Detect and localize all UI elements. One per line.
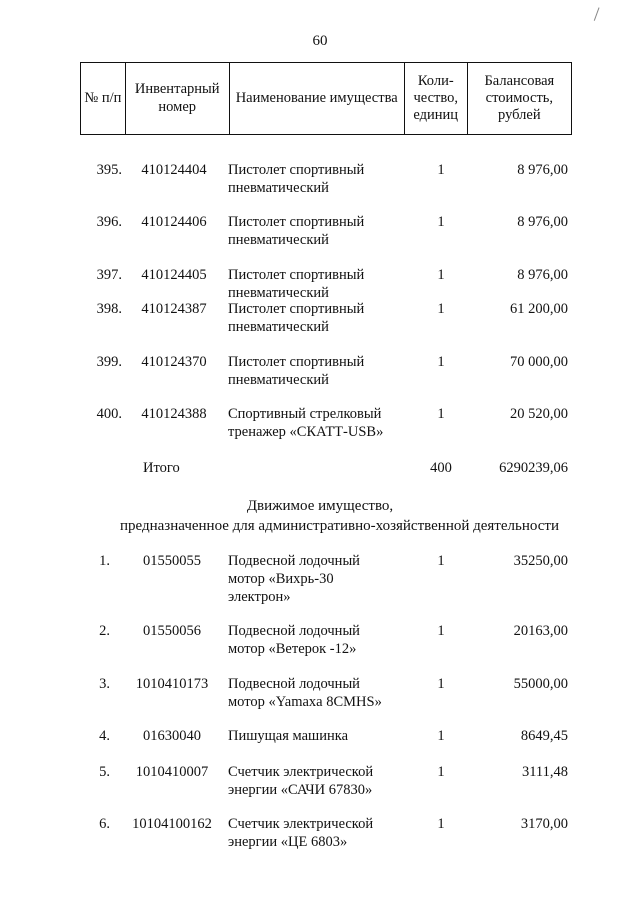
- header-inventory: Инвентарный номер: [125, 63, 229, 135]
- row-num: 400.: [96, 406, 122, 422]
- header-cost: Балансовая стоимость, рублей: [467, 63, 571, 135]
- row-name: Пистолет спортивный пневматический: [228, 214, 365, 248]
- row-inventory: 410124370: [141, 354, 207, 370]
- row-quantity: 1: [437, 728, 445, 744]
- row-quantity: 1: [437, 162, 445, 178]
- row-cost: 70 000,00: [510, 354, 568, 370]
- section-heading-line2: предназначенное для административно-хозяйственной деятельности: [120, 518, 559, 534]
- row-num: 1.: [99, 553, 110, 569]
- row-quantity: 1: [437, 354, 445, 370]
- row-name: Счетчик электрической энергии «САЧИ 67830»: [228, 764, 374, 798]
- row-cost: 8 976,00: [517, 267, 568, 283]
- scan-mark: [594, 7, 604, 22]
- row-inventory: 410124387: [141, 301, 207, 317]
- row-quantity: 1: [437, 764, 445, 780]
- row-name: Подвесной лодочный мотор «Yamaxa 8CMHS»: [228, 676, 382, 710]
- row-quantity: 1: [437, 553, 445, 569]
- row-name: Пистолет спортивный пневматический: [228, 354, 365, 388]
- row-cost: 20 520,00: [510, 406, 568, 422]
- row-num: 4.: [99, 728, 110, 744]
- row-name: Счетчик электрической энергии «ЦЕ 6803»: [228, 816, 374, 850]
- row-cost: 3170,00: [520, 816, 568, 832]
- section-heading-line1: Движимое имущество,: [246, 498, 394, 514]
- row-num: 2.: [99, 623, 110, 639]
- row-name: Пишущая машинка: [228, 728, 349, 744]
- row-quantity: 1: [437, 301, 445, 317]
- total-quantity: 400: [430, 460, 452, 476]
- row-num: 397.: [96, 267, 122, 283]
- row-name: Подвесной лодочный мотор «Вихрь-30 электрон»: [228, 553, 360, 605]
- row-cost: 20163,00: [513, 623, 568, 639]
- total-cost: 6290239,06: [499, 460, 568, 476]
- row-quantity: 1: [437, 816, 445, 832]
- row-cost: 8 976,00: [517, 214, 568, 230]
- row-name: Подвесной лодочный мотор «Ветерок -12»: [228, 623, 360, 657]
- row-inventory: 01550055: [143, 553, 201, 569]
- page-number: 60: [312, 33, 328, 49]
- row-num: 399.: [96, 354, 122, 370]
- row-inventory: 410124406: [141, 214, 207, 230]
- row-inventory: 1010410007: [135, 764, 209, 780]
- row-num: 396.: [96, 214, 122, 230]
- row-quantity: 1: [437, 214, 445, 230]
- row-cost: 35250,00: [513, 553, 568, 569]
- row-num: 5.: [99, 764, 110, 780]
- header-num: № п/п: [81, 63, 126, 135]
- total-label: Итого: [143, 460, 180, 476]
- header-quantity: Коли-чество, единиц: [404, 63, 467, 135]
- row-cost: 8 976,00: [517, 162, 568, 178]
- row-num: 3.: [99, 676, 110, 692]
- row-inventory: 410124404: [141, 162, 207, 178]
- row-name: Спортивный стрелковый тренажер «СКАТТ-USB»: [228, 406, 384, 440]
- row-quantity: 1: [437, 676, 445, 692]
- row-inventory: 410124388: [141, 406, 207, 422]
- header-name: Наименование имущества: [229, 63, 404, 135]
- row-name: Пистолет спортивный пневматический: [228, 301, 365, 335]
- row-cost: 3111,48: [521, 764, 568, 780]
- row-num: 395.: [96, 162, 122, 178]
- row-quantity: 1: [437, 267, 445, 283]
- row-quantity: 1: [437, 623, 445, 639]
- row-inventory: 410124405: [141, 267, 207, 283]
- row-num: 398.: [96, 301, 122, 317]
- row-quantity: 1: [437, 406, 445, 422]
- table-header: [80, 62, 572, 135]
- row-inventory: 01630040: [143, 728, 201, 744]
- row-cost: 55000,00: [513, 676, 568, 692]
- row-inventory: 10104100162: [132, 816, 212, 832]
- row-inventory: 1010410173: [135, 676, 209, 692]
- row-cost: 8649,45: [520, 728, 568, 744]
- row-name: Пистолет спортивный пневматический: [228, 162, 365, 196]
- row-inventory: 01550056: [143, 623, 201, 639]
- row-name: Пистолет спортивный пневматический: [228, 267, 365, 301]
- row-num: 6.: [99, 816, 110, 832]
- row-cost: 61 200,00: [510, 301, 568, 317]
